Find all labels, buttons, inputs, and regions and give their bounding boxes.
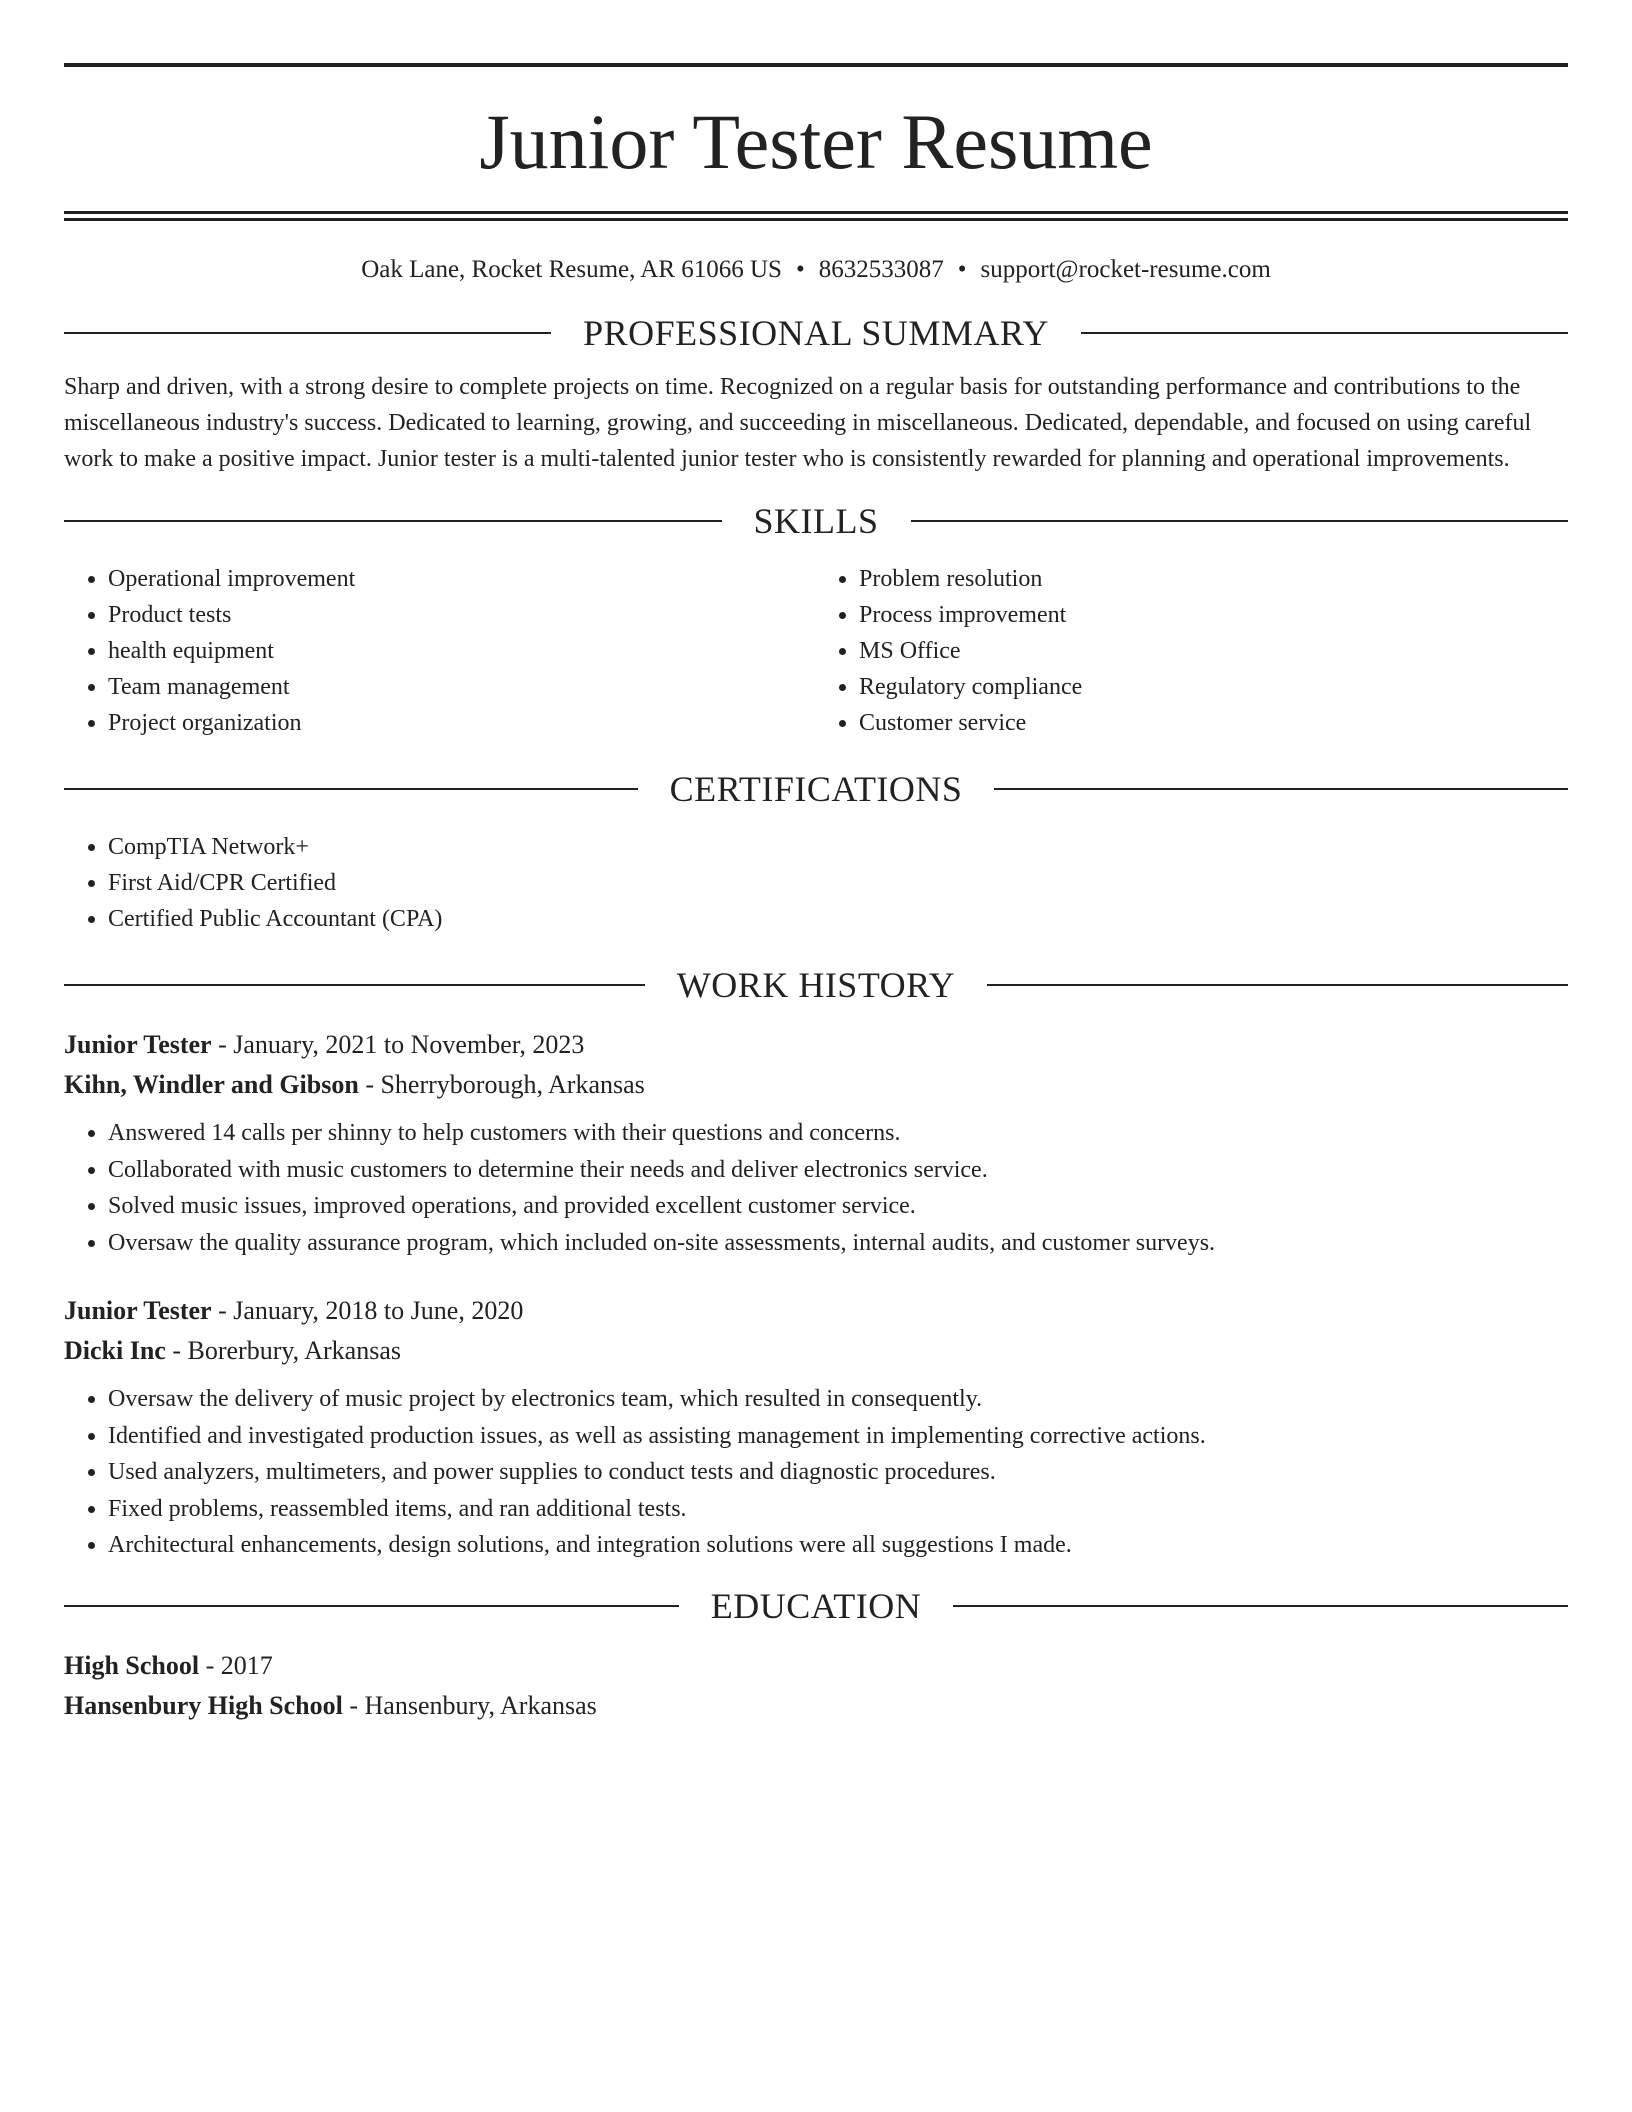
section-title-summary: PROFESSIONAL SUMMARY — [583, 313, 1049, 353]
list-item: • Collaborated with music customers to determine their needs and deliver electronics service. — [108, 1152, 1568, 1189]
list-item: • Problem resolution — [859, 561, 1568, 597]
contact-line — [64, 255, 1568, 285]
section-title-work-history: WORK HISTORY — [676, 965, 956, 1005]
certifications-list — [64, 829, 1568, 937]
job-location: - Sherryborough, Arkansas — [358, 1070, 645, 1099]
list-item: • health equipment — [108, 633, 816, 669]
list-item: • First Aid/CPR Certified — [108, 865, 1568, 901]
list-item: • Project organization — [108, 705, 816, 741]
job-company: Dicki Inc — [64, 1336, 166, 1365]
section-title-skills: SKILLS — [753, 501, 879, 541]
resume-title: Junior Tester Resume — [479, 98, 1153, 185]
double-rule — [64, 211, 1568, 221]
education-location: - Hansenbury, Arkansas — [342, 1690, 597, 1720]
divider-line — [994, 788, 1568, 790]
list-item: • Team management — [108, 669, 816, 705]
contact-separator: • — [957, 256, 967, 283]
contact-email: support@rocket-resume.com — [980, 256, 1271, 283]
list-item: • Process improvement — [859, 597, 1568, 633]
divider-line — [64, 332, 551, 334]
list-item: • Oversaw the delivery of music project by electronics team, which resulted in consequently. — [108, 1381, 1568, 1418]
section-header-skills — [64, 503, 1568, 539]
education-school-line — [64, 1686, 1568, 1726]
job-company: Kihn, Windler and Gibson — [64, 1070, 359, 1099]
divider-line — [987, 984, 1568, 986]
job-company-line — [64, 1065, 1568, 1105]
section-header-education — [64, 1585, 1568, 1626]
top-rule — [64, 63, 1568, 67]
job-location: - Borerbury, Arkansas — [165, 1336, 401, 1365]
section-title-education: EDUCATION — [710, 1585, 922, 1626]
section-header-certifications — [64, 771, 1568, 807]
job-title: Junior Tester — [64, 1296, 212, 1325]
education-entry — [64, 1646, 1568, 1726]
divider-line — [64, 1605, 679, 1607]
list-item: • Fixed problems, reassembled items, and ran additional tests. — [108, 1491, 1568, 1528]
list-item: • Answered 14 calls per shinny to help customers with their questions and concerns. — [108, 1115, 1568, 1152]
education-school: Hansenbury High School — [64, 1690, 343, 1720]
list-item: • Architectural enhancements, design solutions, and integration solutions were all suggestions I made. — [108, 1527, 1568, 1564]
list-item: • Product tests — [108, 597, 816, 633]
job-title-line — [64, 1291, 1568, 1331]
list-item: • CompTIA Network+ — [108, 829, 1568, 865]
list-item: • Identified and investigated production issues, as well as assisting management in implementing corrective actions. — [108, 1418, 1568, 1455]
contact-phone: 8632533087 — [818, 256, 944, 283]
job-bullets — [64, 1115, 1568, 1261]
skills-list — [64, 561, 1568, 741]
job-entry — [64, 1025, 1568, 1261]
job-title-line — [64, 1025, 1568, 1065]
list-item: • Oversaw the quality assurance program, which included on-site assessments, internal audits, and customer surveys. — [108, 1225, 1568, 1262]
contact-address: Oak Lane, Rocket Resume, AR 61066 US — [361, 256, 782, 283]
job-entry — [64, 1291, 1568, 1564]
divider-line — [64, 520, 722, 522]
divider-line — [64, 788, 638, 790]
list-item: • Customer service — [859, 705, 1568, 741]
section-header-summary — [64, 315, 1568, 351]
education-degree: High School — [64, 1650, 200, 1680]
list-item: • MS Office — [859, 633, 1568, 669]
job-title: Junior Tester — [64, 1030, 212, 1059]
list-item: • Operational improvement — [108, 561, 816, 597]
job-dates: - January, 2018 to June, 2020 — [211, 1296, 524, 1325]
section-title-certifications: CERTIFICATIONS — [669, 769, 963, 809]
education-degree-line — [64, 1646, 1568, 1686]
list-item: • Solved music issues, improved operations, and provided excellent customer service. — [108, 1188, 1568, 1225]
education-year: - 2017 — [199, 1650, 273, 1680]
skills-column-left — [64, 561, 816, 741]
divider-line — [953, 1605, 1568, 1607]
summary-text: Sharp and driven, with a strong desire to complete projects on time. Recognized on a regular basis for outstanding performance and contributions to the miscellaneous industry's success. Dedicated to learning, growing, and succeeding in miscellaneous. Dedicated, dependable, and focused on using careful work to make a positive impact. Junior tester is a multi-talented junior tester who is consistently rewarded for planning and operational improvements. — [64, 374, 1532, 472]
list-item: • Certified Public Accountant (CPA) — [108, 901, 1568, 937]
list-item: • Regulatory compliance — [859, 669, 1568, 705]
job-company-line — [64, 1331, 1568, 1371]
divider-line — [911, 520, 1569, 522]
contact-separator: • — [795, 256, 805, 283]
job-dates: - January, 2021 to November, 2023 — [211, 1030, 585, 1059]
job-bullets — [64, 1381, 1568, 1564]
skills-column-right — [816, 561, 1568, 741]
divider-line — [64, 984, 645, 986]
list-item: • Used analyzers, multimeters, and power supplies to conduct tests and diagnostic procedures. — [108, 1454, 1568, 1491]
divider-line — [1081, 332, 1568, 334]
section-header-work-history — [64, 967, 1568, 1003]
